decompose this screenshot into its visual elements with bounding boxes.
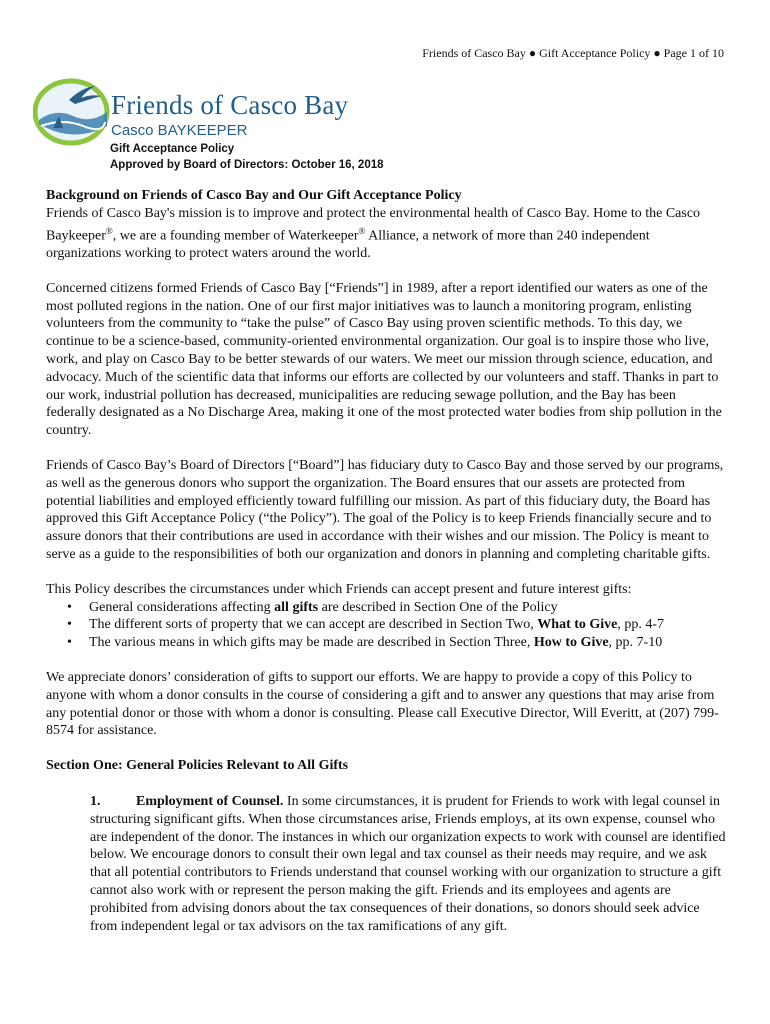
list-item: • The different sorts of property that we can accept are described in Section Two, What to Give, pp. 4-7 [67, 617, 665, 633]
logo-subtitle: Casco BAYKEEPER [111, 122, 248, 139]
policy-meta [110, 141, 384, 173]
page-header: Friends of Casco Bay ● Gift Acceptance Policy ● Page 1 of 10 [422, 46, 724, 60]
background-paragraph-2: Concerned citizens formed Friends of Casco Bay [“Friends”] in 1989, after a report identified our waters as one of the most polluted regions in the nation. One of our first major initiatives was to launch a monitoring program, enlisting volunteers from the community to “take the pulse” of Casco Bay using proven scientific methods. To this day, we continue to be a science-based, community-oriented environmental organization. Our goal is to inspire those who live, work, and play on Casco Bay to be better stewards of our waters. We meet our mission through science, education, and advocacy. Much of the scientific data that informs our efforts are collected by our volunteers and staff. Thanks in part to our work, industrial pollution has decreased, municipalities are reducing sewage pollution, and the Bay has been federally designated as a No Discharge Area, making it one of the most protected water bodies from ship pollution in the country. [46, 280, 722, 439]
policy-sections-list [46, 599, 726, 652]
background-heading: Background on Friends of Casco Bay and Our Gift Acceptance Policy [46, 188, 462, 203]
background-paragraph-4: This Policy describes the circumstances under which Friends can accept present and future interest gifts: [46, 581, 632, 597]
list-item: • The various means in which gifts may be made are described in Section Three, How to Give, pp. 7-10 [67, 635, 663, 651]
document-body [46, 187, 726, 935]
policy-approval-date: Approved by Board of Directors: October 16, 2018 [110, 159, 384, 171]
list-item: • General considerations affecting all gifts are described in Section One of the Policy [67, 599, 558, 615]
background-paragraph-5: We appreciate donors’ consideration of gifts to support our efforts. We are happy to provide a copy of this Policy to anyone with whom a donor consults in the course of considering a gift and to answer any questions that may arise from any potential donor or those with whom a donor is consulting. Please call Executive Director, Will Everitt, at (207) 799-8574 for assistance. [46, 669, 719, 739]
logo-title: Friends of Casco Bay [111, 90, 349, 120]
friends-of-casco-bay-logo [33, 78, 349, 146]
section-one-heading: Section One: General Policies Relevant to All Gifts [46, 758, 349, 774]
policy-title: Gift Acceptance Policy [110, 143, 235, 155]
section-one-item-1: 1. Employment of Counsel. In some circumstances, it is prudent for Friends to work with legal counsel in structuring significant gifts. When those circumstances arise, Friends employs, at its own expense, counsel who are independent of the donor. The instances in which our organization expects to work with counsel are identified below. We encourage donors to consult their own legal and tax counsel as their needs may require, and we ask that all potential contributors to Friends understand that counsel working with our organization to structure a gift cannot also work with or represent the person making the gift. Friends and its employees and agents are prohibited from advising donors about the tax consequences of their donations, so donors should seek advice from independent legal or tax advisors on the tax ramifications of any gift. [90, 793, 726, 934]
background-paragraph-3: Friends of Casco Bay’s Board of Directors [“Board”] has fiduciary duty to Casco Bay and those served by our programs, as well as the generous donors who support the organization. The Board ensures that our assets are protected from potential liabilities and employed efficiently toward fulfilling our mission. As part of this fiduciary duty, the Board has approved this Gift Acceptance Policy (“the Policy”). The goal of the Policy is to keep Friends financially secure and to assure donors that their contributions are used in accordance with their wishes and our mission. The Policy is meant to serve as a guide to the responsibilities of both our organization and donors in planning and completing charitable gifts. [46, 458, 724, 562]
logo-emblem-icon [33, 78, 113, 146]
background-paragraph-1: Friends of Casco Bay's mission is to improve and protect the environmental health of Casco Bay. Home to the Casco Baykeeper®, we are a founding member of Waterkeeper® Alliance, a network of more than 240 independent organizations working to protect waters around the world. [46, 205, 701, 262]
